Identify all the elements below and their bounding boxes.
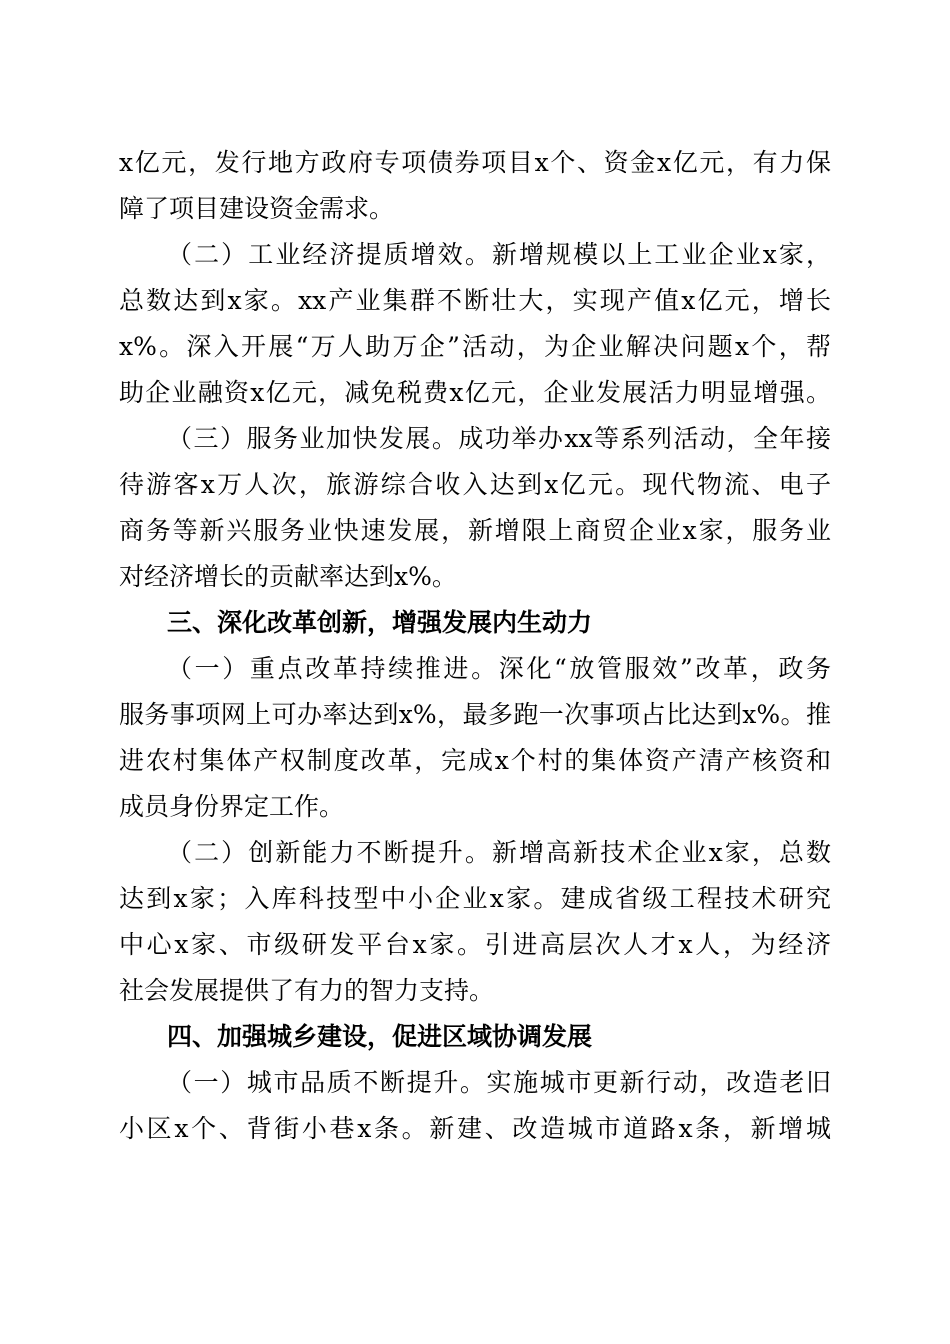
text-line: （一）重点改革持续推进。深化“放管服效”改革，政务	[167, 654, 831, 683]
text-line: x亿元，发行地方政府专项债券项目x个、资金x亿元，有力保	[119, 148, 831, 177]
section-heading: 四、加强城乡建设，促进区域协调发展	[167, 1022, 593, 1051]
text-line: 助企业融资x亿元，减免税费x亿元，企业发展活力明显增强。	[119, 378, 831, 407]
section-heading: 三、深化改革创新，增强发展内生动力	[167, 608, 593, 637]
text-line: 服务事项网上可办率达到x%，最多跑一次事项占比达到x%。推	[119, 700, 831, 729]
text-line: （三）服务业加快发展。成功举办xx等系列活动，全年接	[167, 424, 831, 453]
text-line: 待游客x万人次，旅游综合收入达到x亿元。现代物流、电子	[119, 470, 831, 499]
text-line: 对经济增长的贡献率达到x%。	[119, 562, 457, 591]
text-line: 成员身份界定工作。	[119, 792, 345, 821]
text-line: 进农村集体产权制度改革，完成x个村的集体资产清产核资和	[119, 746, 831, 775]
text-line: x%。深入开展“万人助万企”活动，为企业解决问题x个，帮	[119, 332, 831, 361]
text-line: （二）创新能力不断提升。新增高新技术企业x家，总数	[167, 838, 831, 867]
text-line: 中心x家、市级研发平台x家。引进高层次人才x人，为经济	[119, 930, 831, 959]
text-line: （一）城市品质不断提升。实施城市更新行动，改造老旧	[167, 1068, 831, 1097]
text-line: （二）工业经济提质增效。新增规模以上工业企业x家，	[167, 240, 831, 269]
text-line: 小区x个、背街小巷x条。新建、改造城市道路x条，新增城	[119, 1114, 831, 1143]
text-line: 达到x家；入库科技型中小企业x家。建成省级工程技术研究	[119, 884, 831, 913]
text-line: 总数达到x家。xx产业集群不断壮大，实现产值x亿元，增长	[119, 286, 831, 315]
text-line: 社会发展提供了有力的智力支持。	[119, 976, 495, 1005]
text-line: 障了项目建设资金需求。	[119, 194, 395, 223]
text-line: 商务等新兴服务业快速发展，新增限上商贸企业x家，服务业	[119, 516, 831, 545]
